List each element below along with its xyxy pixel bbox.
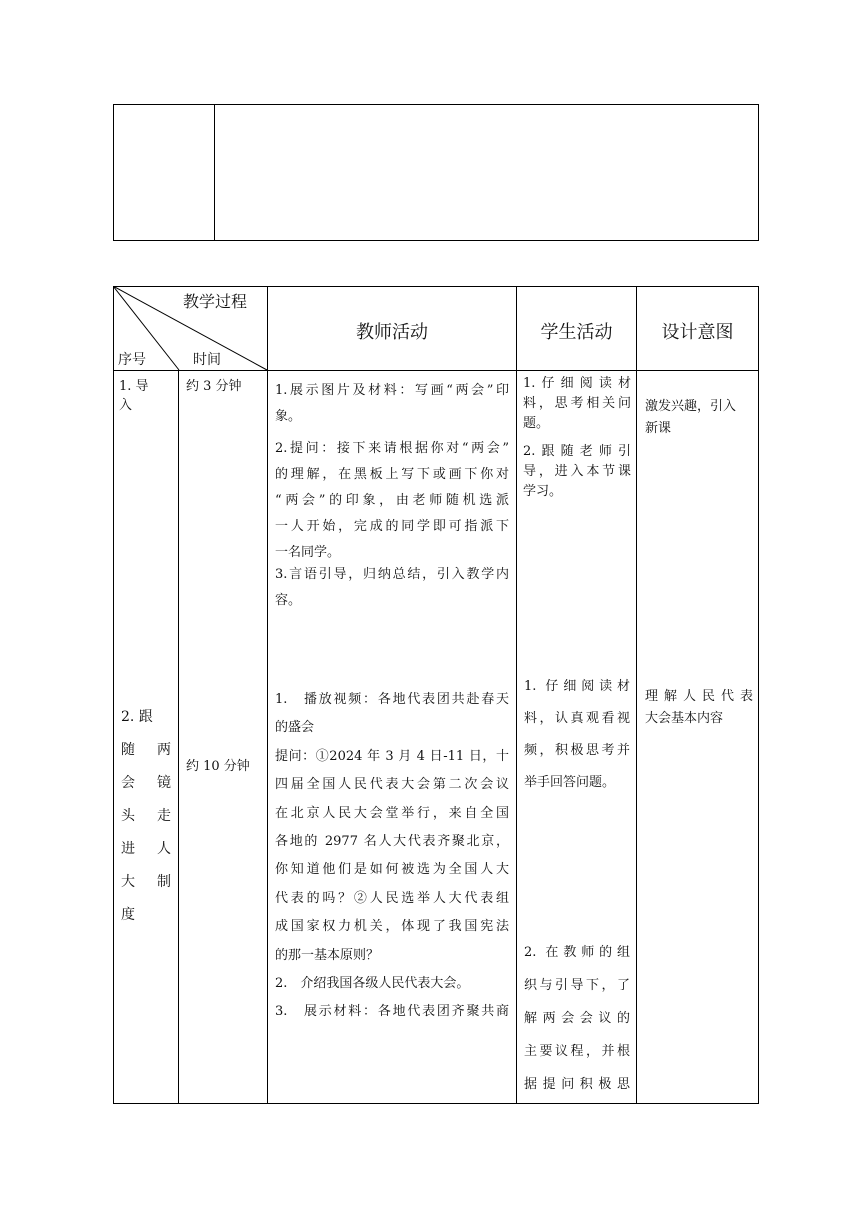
- row2-teacher-line: 你知道他们是如何被选为全国人大: [275, 862, 509, 878]
- row2-teacher-line: 1. 播放视频：各地代表团共赴春天: [275, 692, 509, 707]
- row1-teacher-line: 容。: [275, 593, 302, 608]
- col-divider-seq-time: [178, 370, 179, 1104]
- row1-design-line: 激发兴趣，引入: [645, 399, 737, 414]
- row2-seq-line: 随 两: [121, 742, 171, 758]
- row2-student-line: 2. 在教师的组: [524, 945, 630, 960]
- row1-teacher-line: 一人开始，完成的同学即可指派下: [275, 519, 509, 534]
- row2-teacher-line: 2. 介绍我国各级人民代表大会。: [275, 976, 470, 992]
- row2-student-line: 解两会会议的: [524, 1011, 630, 1026]
- header-teacher: 教师活动: [356, 322, 428, 343]
- row2-seq-line: 大 制: [121, 874, 171, 890]
- row1-teacher-line: 象。: [275, 409, 302, 424]
- row2-seq-line: 头 走: [121, 808, 171, 824]
- row2-seq-line: 2. 跟: [121, 709, 153, 725]
- header-diag-time: 时间: [193, 352, 221, 368]
- row1-seq-line1: 1. 导: [119, 379, 149, 394]
- row1-teacher-line: 3.言语引导，归纳总结，引入教学内: [275, 567, 509, 582]
- col-divider-teacher-student: [516, 286, 517, 1104]
- row2-student-line: 据提问积极思: [524, 1077, 630, 1092]
- header-diag-process: 教学过程: [183, 292, 248, 311]
- row1-design-intent: [645, 396, 753, 440]
- row1-teacher-line: “两会”的印象，由老师随机选派: [275, 493, 509, 508]
- row2-teacher-line: 成国家权力机关，体现了我国宪法: [275, 919, 509, 935]
- top-table-border-top: [113, 104, 759, 105]
- row2-teacher-line: 的盛会: [275, 720, 315, 736]
- row1-student-line: 料，思考相关问: [523, 396, 631, 411]
- top-table-border-bottom: [113, 240, 759, 241]
- table-border-left: [113, 286, 114, 1104]
- top-table-border-right: [758, 104, 759, 241]
- table-border-bottom: [113, 1103, 759, 1104]
- row2-seq-line: 度: [121, 907, 135, 923]
- header-student: 学生活动: [540, 322, 613, 343]
- row1-student-line: 1.仔细阅读材: [523, 376, 631, 391]
- row1-teacher-line: 1.展示图片及材料：写画“两会”印: [275, 383, 509, 398]
- row2-student-activity-2: [524, 936, 630, 1101]
- header-diag-seq: 序号: [118, 352, 146, 368]
- row2-student-line: 频，积极思考并: [524, 743, 630, 758]
- header-design: 设计意图: [661, 322, 734, 343]
- row2-teacher-line: 各地的 2977 名人大代表齐聚北京，: [275, 834, 509, 850]
- row1-teacher-line: 的理解，在黑板上写下或画下你对: [275, 467, 509, 482]
- row2-seq-line: 进 人: [121, 841, 171, 857]
- row2-student-line: 举手回答问题。: [524, 775, 616, 790]
- col-divider-student-design: [636, 286, 637, 1104]
- row1-student-line: 导，进入本节课: [523, 464, 631, 479]
- row1-student-line: 学习。: [523, 484, 563, 499]
- row2-teacher-line: 代表的吗？②人民选举人大代表组: [275, 890, 509, 906]
- top-table-divider: [214, 104, 215, 241]
- row2-design-line: 大会基本内容: [645, 711, 724, 726]
- top-table-border-left: [113, 104, 114, 241]
- row1-teacher-line: 一名同学。: [275, 545, 341, 560]
- row1-student-activity: [523, 374, 631, 502]
- row1-seq-line2: 入: [119, 398, 133, 413]
- row2-teacher-activity: [275, 686, 509, 1027]
- col-divider-time-teacher: [267, 286, 268, 1104]
- row2-teacher-line: 在北京人民大会堂举行，来自全国: [275, 805, 509, 821]
- table-border-right: [758, 286, 759, 1104]
- row2-seq-line: 会 镜: [121, 775, 171, 791]
- row2-teacher-line: 的那一基本原则？: [275, 947, 380, 963]
- row2-teacher-line: 提问：①2024 年 3 月 4 日-11 日，十: [275, 748, 509, 764]
- row2-design-line: 理解人民代表: [645, 689, 753, 704]
- row1-student-line: 2.跟随老师引: [523, 444, 631, 459]
- row1-teacher-line: 2.提问：接下来请根据你对“两会”: [275, 441, 509, 456]
- row2-student-line: 织与引导下，了: [524, 978, 630, 993]
- row1-design-line: 新课: [645, 421, 672, 436]
- row1-time: 约 3 分钟: [186, 379, 242, 394]
- row1-teacher-activity: [275, 378, 509, 614]
- row2-teacher-line: 3. 展示材料：各地代表团齐聚共商: [275, 1004, 509, 1020]
- row1-student-line: 题。: [523, 416, 550, 431]
- row2-seq: [121, 701, 171, 932]
- row2-student-line: 料，认真观看视: [524, 711, 630, 726]
- row2-time: 约 10 分钟: [186, 759, 250, 774]
- row2-design-intent: [645, 686, 753, 730]
- row2-student-line: 1. 仔细阅读材: [524, 679, 630, 694]
- row2-student-line: 主要议程，并根: [524, 1044, 630, 1059]
- row2-teacher-line: 四届全国人民代表大会第二次会议: [275, 777, 509, 793]
- row2-student-activity-1: [524, 671, 630, 799]
